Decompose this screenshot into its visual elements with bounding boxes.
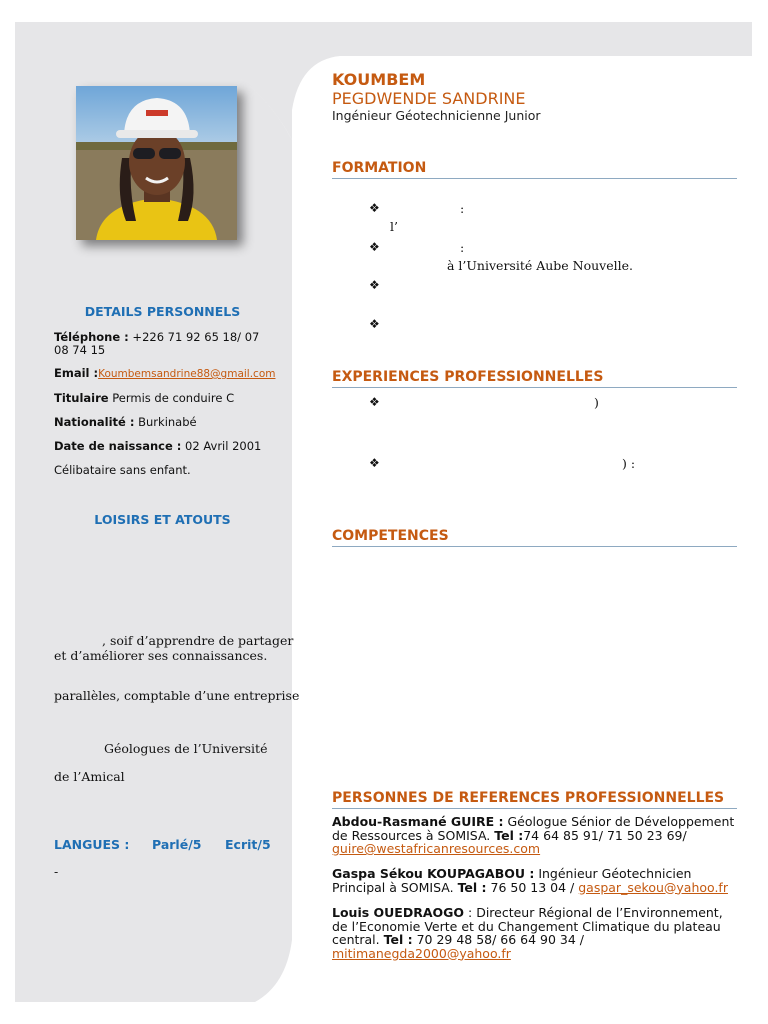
- experience-paren-1: ): [594, 395, 599, 410]
- reference-1: [332, 815, 737, 856]
- leisure-heading: LOISIRS ET ATOUTS: [94, 512, 231, 527]
- formation-bullet-2: ❖: [369, 240, 380, 254]
- email-label: Email :: [54, 366, 99, 380]
- profile-photo: [76, 86, 237, 240]
- birthdate-value: 02 Avril 2001: [181, 439, 262, 453]
- experience-rule: [332, 387, 737, 388]
- reference-1-email[interactable]: guire@westafricanresources.com: [332, 841, 541, 856]
- email-line: [54, 367, 284, 381]
- license-label: Titulaire: [54, 391, 109, 405]
- license-value: Permis de conduire C: [108, 391, 235, 405]
- experience-paren-2: ) :: [622, 456, 636, 471]
- experience-bullet-2: ❖: [369, 456, 380, 470]
- reference-3-tel: 70 29 48 58/ 66 64 90 34 /: [412, 932, 585, 947]
- reference-3-text: : Directeur Régional de l’Environnement, de l’Economie Verte et du Changement Climatique du plateau central.: [332, 905, 723, 947]
- birthdate-line: [54, 440, 261, 453]
- email-link[interactable]: Koumbemsandrine88@gmail.com: [98, 368, 276, 380]
- phone-label: Téléphone :: [54, 330, 129, 344]
- personal-details-heading: DETAILS PERSONNELS: [84, 304, 241, 319]
- reference-3-tel-label: Tel :: [383, 932, 413, 947]
- reference-2: [332, 867, 737, 894]
- last-name: KOUMBEM: [332, 70, 426, 89]
- languages-heading: LANGUES :: [54, 837, 130, 852]
- experience-bullet-1: ❖: [369, 395, 380, 409]
- reference-1-tel: 74 64 85 91/ 71 50 23 69/: [523, 827, 687, 843]
- formation-bullet-1: ❖: [369, 201, 380, 215]
- formation-rule: [332, 178, 737, 179]
- formation-bullet-4: ❖: [369, 317, 380, 331]
- nationality-label: Nationalité :: [54, 415, 135, 429]
- languages-dash: -: [54, 864, 59, 879]
- nationality-value: Burkinabé: [134, 415, 197, 429]
- skills-heading: COMPETENCES: [332, 528, 449, 544]
- leisure-line-5: de l’Amical: [54, 769, 125, 784]
- formation-university: à l’Université Aube Nouvelle.: [447, 258, 634, 273]
- reference-1-name: Abdou-Rasmané GUIRE :: [332, 814, 504, 829]
- marital-status: Célibataire sans enfant.: [54, 463, 191, 477]
- nationality-line: [54, 416, 197, 429]
- reference-3: [332, 906, 737, 960]
- phone-line: [54, 331, 274, 357]
- reference-3-name: Louis OUEDRAOGO: [332, 905, 465, 920]
- leisure-line-3: parallèles, comptable d’une entreprise: [54, 688, 300, 703]
- job-title: Ingénieur Géotechnicienne Junior: [332, 108, 541, 123]
- reference-2-name: Gaspa Sékou KOUPAGABOU :: [332, 866, 535, 881]
- reference-2-tel-label: Tel :: [457, 879, 487, 895]
- formation-colon-2: :: [460, 240, 465, 255]
- references-heading: PERSONNES DE REFERENCES PROFESSIONNELLES: [332, 790, 725, 806]
- reference-2-tel: 76 50 13 04 /: [486, 879, 579, 895]
- leisure-line-4: Géologues de l’Université: [104, 741, 268, 756]
- phone-value: +226 71 92 65 18/ 07 08 74 15: [54, 330, 260, 357]
- languages-written-header: Ecrit/5: [225, 837, 271, 852]
- formation-colon-1: :: [460, 201, 465, 216]
- leisure-line-1: , soif d’apprendre de partager: [102, 633, 294, 648]
- reference-2-email[interactable]: gaspar_sekou@yahoo.fr: [578, 879, 728, 895]
- references-rule: [332, 808, 737, 809]
- first-names: PEGDWENDE SANDRINE: [332, 89, 526, 108]
- license-line: [54, 392, 234, 405]
- formation-heading: FORMATION: [332, 160, 427, 176]
- birthdate-label: Date de naissance :: [54, 439, 182, 453]
- skills-rule: [332, 546, 737, 547]
- reference-3-email[interactable]: mitimanegda2000@yahoo.fr: [332, 945, 511, 961]
- reference-1-tel-label: Tel :: [494, 827, 524, 843]
- reference-2-text: Ingénieur Géotechnicien Principal à SOMISA.: [332, 866, 692, 895]
- formation-apostrophe: l’: [390, 219, 398, 234]
- reference-1-text: Géologue Sénior de Développement de Ressources à SOMISA.: [332, 814, 735, 843]
- languages-spoken-header: Parlé/5: [152, 837, 202, 852]
- formation-bullet-3: ❖: [369, 278, 380, 292]
- leisure-line-2: et d’améliorer ses connaissances.: [54, 648, 268, 663]
- experience-heading: EXPERIENCES PROFESSIONNELLES: [332, 369, 604, 385]
